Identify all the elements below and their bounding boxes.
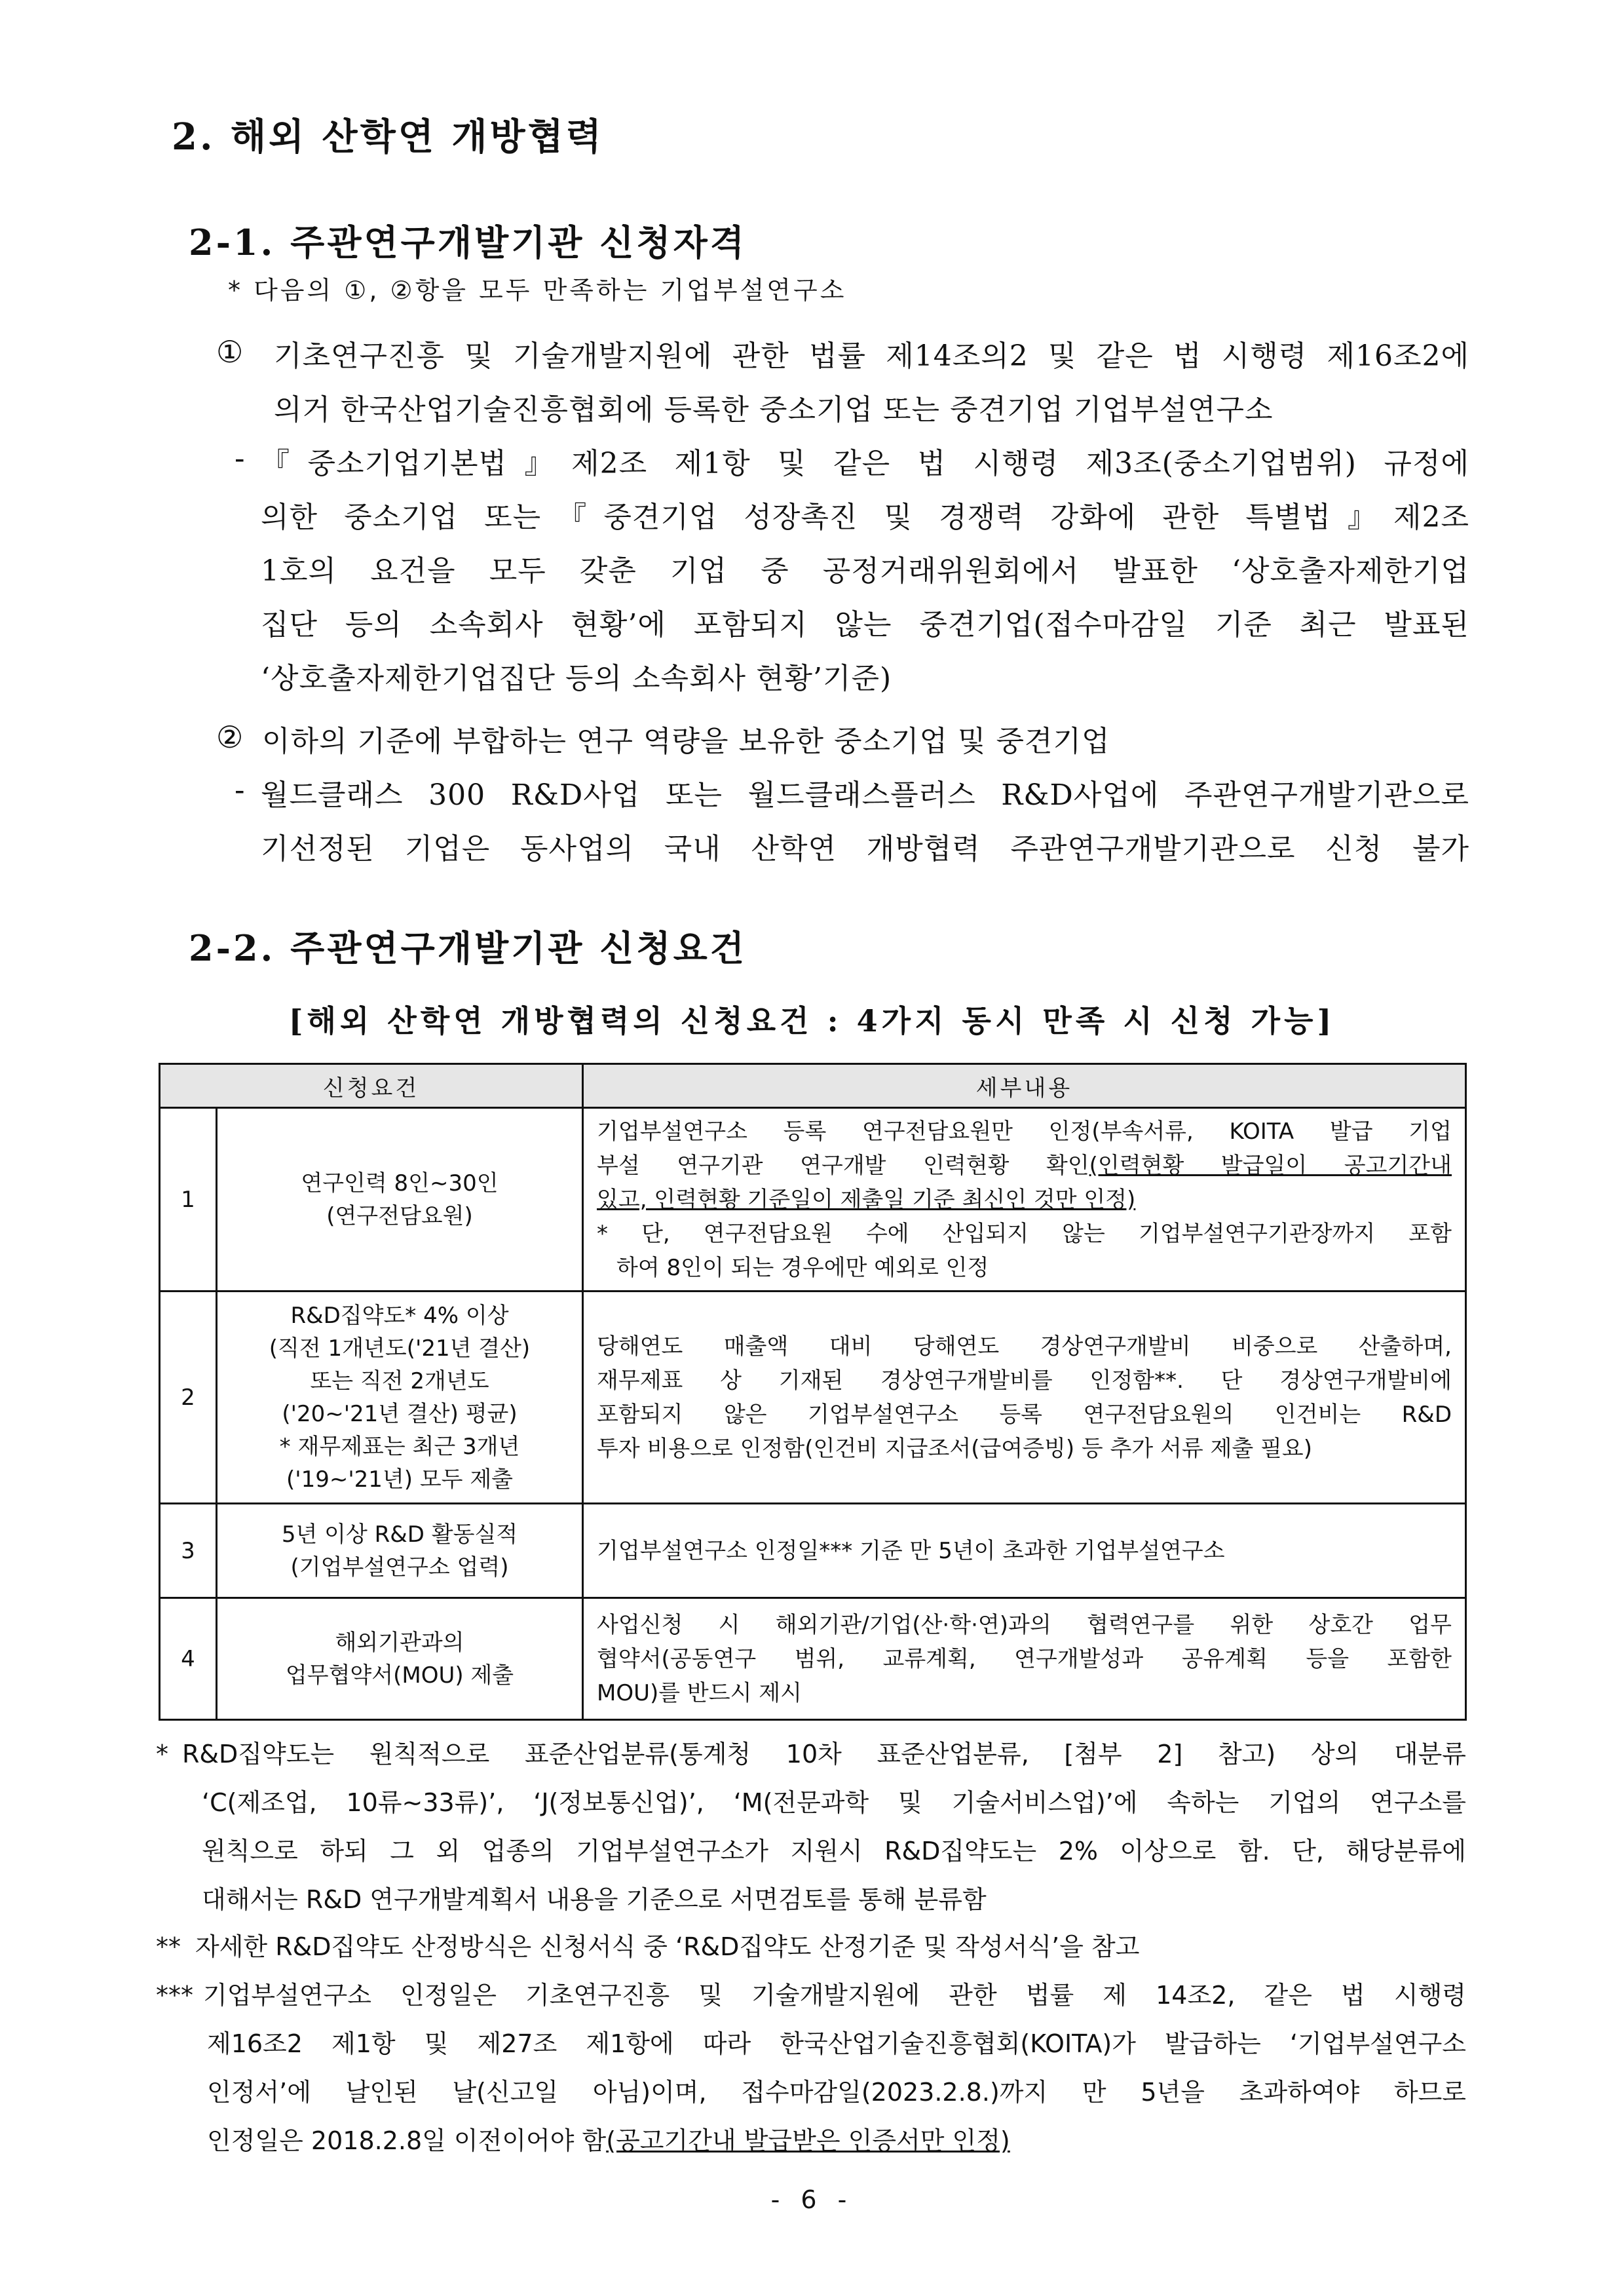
footnote-text: 인정일은 2018.2.8일 이전이어야 함 bbox=[207, 2126, 607, 2155]
requirement-line: ('19∼'21년) 모두 제출 bbox=[286, 1466, 514, 1493]
footnote-body bbox=[203, 1971, 1466, 2165]
table-row bbox=[160, 1504, 1466, 1598]
requirement-cell bbox=[217, 1504, 583, 1598]
requirement-line: 또는 직전 2개년도 bbox=[310, 1368, 489, 1394]
detail-line: 포함되지 않은 기업부설연구소 등록 연구전담요원의 인건비는 R&D bbox=[597, 1401, 1452, 1428]
requirement-cell bbox=[217, 1292, 583, 1504]
detail-line bbox=[597, 1149, 1452, 1183]
detail-line: 하여 8인이 되는 경우에만 예외로 인정 bbox=[616, 1254, 989, 1281]
detail-line: 기업부설연구소 등록 연구전담요원만 인정(부속서류, KOITA 발급 기업 bbox=[597, 1118, 1452, 1145]
footnote-line: 원칙으로 하되 그 외 업종의 기업부설연구소가 지원시 R&D집약도는 2% 이상으로 함. 단, 해당분류에 bbox=[202, 1837, 1466, 1866]
requirement-line: (연구전담요원) bbox=[326, 1202, 473, 1229]
row-number: 3 bbox=[160, 1504, 217, 1598]
detail-line: 투자 비용으로 인정함(인건비 지급조서(급여증빙) 등 추가 서류 제출 필요) bbox=[597, 1435, 1312, 1462]
text-line: 의한 중소기업 또는『중견기업 성장촉진 및 경쟁력 강화에 관한 특별법』제2조 bbox=[261, 501, 1469, 534]
section-title: 2. 해외 산학연 개방협력 bbox=[172, 115, 604, 159]
dash-marker-2: - bbox=[235, 772, 245, 807]
eligibility-note: * 다음의 ①, ②항을 모두 만족하는 기업부설연구소 bbox=[228, 276, 847, 305]
table-row bbox=[160, 1292, 1466, 1504]
footnote-marker: *** bbox=[156, 1981, 193, 2010]
footnote-line bbox=[207, 2116, 1466, 2165]
requirement-line: 5년 이상 R&D 활동실적 bbox=[281, 1521, 518, 1548]
requirement-line: 해외기관과의 bbox=[335, 1629, 464, 1656]
footnote-body bbox=[182, 1730, 1466, 1924]
detail-line: 사업신청 시 해외기관/기업(산·학·연)과의 협력연구를 위한 상호간 업무 bbox=[597, 1611, 1452, 1638]
footnote-text-underlined: (공고기간내 발급받은 인증서만 인정) bbox=[606, 2126, 1010, 2155]
text-line: 집단 등의 소속회사 현황’에 포함되지 않는 중견기업(접수마감일 기준 최근 발표된 bbox=[261, 608, 1469, 641]
table-row bbox=[160, 1598, 1466, 1720]
footnote-line: 제16조2 제1항 및 제27조 제1항에 따라 한국산업기술진흥협회(KOITA)가 발급하는 ‘기업부설연구소 bbox=[207, 2029, 1466, 2058]
detail-cell bbox=[583, 1108, 1466, 1292]
footnote-line: R&D집약도는 원칙적으로 표준산업분류(통계청 10차 표준산업분류, [첨부 2] 참고) 상의 대분류 bbox=[182, 1740, 1466, 1769]
detail-line bbox=[597, 1183, 1452, 1217]
row-number: 2 bbox=[160, 1292, 217, 1504]
dash-2-text bbox=[261, 769, 1469, 876]
item-marker-2: ② bbox=[216, 719, 244, 755]
text-line: 월드클래스 300 R&D사업 또는 월드클래스플러스 R&D사업에 주관연구개발기관으로 bbox=[261, 778, 1469, 812]
text-line: 기초연구진흥 및 기술개발지원에 관한 법률 제14조의2 및 같은 법 시행령 제16조2에 bbox=[274, 339, 1469, 373]
text-line: 이하의 기준에 부합하는 연구 역량을 보유한 중소기업 및 중견기업 bbox=[262, 725, 1110, 758]
requirement-line: R&D집약도* 4% 이상 bbox=[290, 1302, 509, 1329]
table-header-row bbox=[160, 1064, 1466, 1108]
row-number: 1 bbox=[160, 1108, 217, 1292]
footnote-marker: * bbox=[156, 1740, 168, 1769]
dash-1-text bbox=[261, 437, 1469, 706]
footnote-line: 기업부설연구소 인정일은 기초연구진흥 및 기술개발지원에 관한 법률 제 14조2, 같은 법 시행령 bbox=[203, 1981, 1466, 2010]
text-line: 1호의 요건을 모두 갖춘 기업 중 공정거래위원회에서 발표한 ‘상호출자제한기업 bbox=[261, 554, 1469, 588]
table-caption: [해외 산학연 개방협력의 신청요건 : 4가지 동시 만족 시 신청 가능] bbox=[288, 1003, 1336, 1039]
detail-text-underlined: 있고, 인력현황 기준일이 제출일 기준 최신인 것만 인정) bbox=[597, 1186, 1136, 1213]
text-line: 기선정된 기업은 동사업의 국내 산학연 개방협력 주관연구개발기관으로 신청 불가 bbox=[261, 832, 1469, 866]
detail-line: * 단, 연구전담요원 수에 산입되지 않는 기업부설연구기관장까지 포함 bbox=[597, 1220, 1452, 1247]
page-number: - 6 - bbox=[770, 2185, 854, 2214]
footnote-marker: ** bbox=[156, 1932, 181, 1961]
requirement-cell bbox=[217, 1598, 583, 1720]
requirement-line: (직전 1개년도('21년 결산) bbox=[269, 1335, 531, 1362]
footnote-body bbox=[195, 1923, 1466, 1971]
header-requirement: 신청요건 bbox=[160, 1064, 583, 1108]
footnote-line: 대해서는 R&D 연구개발계획서 내용을 기준으로 서면검토를 통해 분류함 bbox=[202, 1885, 987, 1914]
item-marker-1: ① bbox=[216, 334, 244, 370]
text-line: ‘상호출자제한기업집단 등의 소속회사 현황’기준) bbox=[261, 662, 892, 695]
subsection-title-eligibility: 2-1. 주관연구개발기관 신청자격 bbox=[189, 221, 747, 263]
requirement-cell bbox=[217, 1108, 583, 1292]
detail-line: MOU)를 반드시 제시 bbox=[597, 1679, 802, 1706]
requirement-line: 연구인력 8인∼30인 bbox=[301, 1170, 499, 1196]
detail-line: 기업부설연구소 인정일*** 기준 만 5년이 초과한 기업부설연구소 bbox=[597, 1537, 1225, 1564]
detail-cell bbox=[583, 1504, 1466, 1598]
detail-line: 재무제표 상 기재된 경상연구개발비를 인정함**. 단 경상연구개발비에 bbox=[597, 1367, 1452, 1394]
requirement-line: (기업부설연구소 업력) bbox=[290, 1554, 509, 1580]
text-line: 『중소기업기본법』제2조 제1항 및 같은 법 시행령 제3조(중소기업범위) 규정에 bbox=[261, 447, 1469, 480]
detail-line: 당해연도 매출액 대비 당해연도 경상연구개발비 비중으로 산출하며, bbox=[597, 1333, 1452, 1360]
footnote-line: 자세한 R&D집약도 산정방식은 신청서식 중 ‘R&D집약도 산정기준 및 작성서식’을 참고 bbox=[195, 1932, 1140, 1961]
requirement-line: 업무협약서(MOU) 제출 bbox=[285, 1662, 514, 1689]
item-1-text bbox=[274, 330, 1469, 437]
header-detail: 세부내용 bbox=[583, 1064, 1466, 1108]
text-line: 의거 한국산업기술진흥협회에 등록한 중소기업 또는 중견기업 기업부설연구소 bbox=[274, 393, 1274, 427]
requirements-table bbox=[159, 1063, 1467, 1721]
footnote-line: 인정서’에 날인된 날(신고일 아님)이며, 접수마감일(2023.2.8.)까지 만 5년을 초과하여야 하므로 bbox=[207, 2078, 1466, 2107]
footnote-line: ‘C(제조업, 10류∼33류)’, ‘J(정보통신업)’, ‘M(전문과학 및 기술서비스업)’에 속하는 기업의 연구소를 bbox=[202, 1788, 1466, 1817]
detail-cell bbox=[583, 1598, 1466, 1720]
requirement-line: ('20∼'21년 결산) 평균) bbox=[282, 1400, 518, 1427]
detail-line: 협약서(공동연구 범위, 교류계획, 연구개발성과 공유계획 등을 포함한 bbox=[597, 1645, 1452, 1672]
subsection-title-requirements: 2-2. 주관연구개발기관 신청요건 bbox=[189, 927, 747, 969]
item-2-text bbox=[262, 715, 1471, 769]
detail-cell bbox=[583, 1292, 1466, 1504]
row-number: 4 bbox=[160, 1598, 217, 1720]
table-row bbox=[160, 1108, 1466, 1292]
requirement-line: * 재무제표는 최근 3개년 bbox=[279, 1433, 520, 1460]
detail-text-underlined: (인력현황 발급일이 공고기간내 bbox=[1089, 1152, 1452, 1179]
dash-marker-1: - bbox=[235, 440, 245, 476]
detail-text: 부설 연구기관 연구개발 인력현황 확인 bbox=[597, 1152, 1089, 1179]
